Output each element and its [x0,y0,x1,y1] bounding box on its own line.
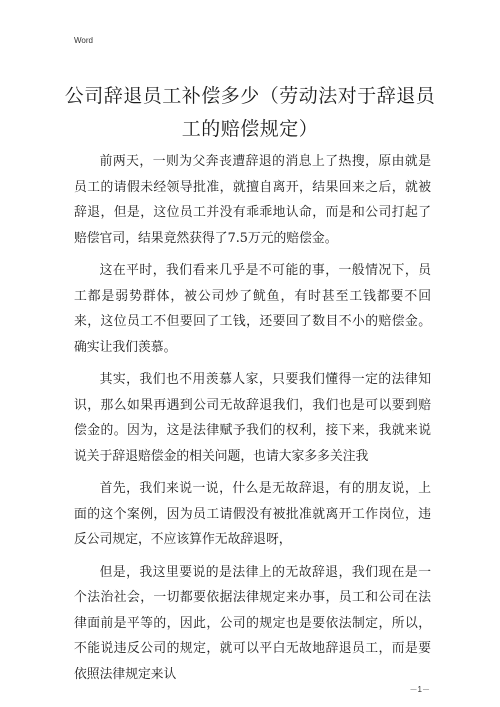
paragraph-1: 前两天，一则为父奔丧遭辞退的消息上了热搜，原由就是员工的请假未经领导批准，就擅自离开，结果回来之后，就被辞退，但是，这位员工并没有乖乖地认命，而是和公司打起了赔偿官司，结果竟然获得了7.5万元的赔偿金。 [74,154,431,246]
paragraph-3: 其实，我们也不用羡慕人家，只要我们懂得一定的法律知识，那么如果再遇到公司无故辞退我们，我们也是可以要到赔偿金的。因为，这是法律赋予我们的权利，接下来，我就来说说关于辞退赔偿金的相关问题，也请大家多多关注我 [74,372,431,464]
document-body [74,149,431,694]
page-number: －1－ [409,685,430,694]
paragraph-5: 但是，我这里要说的是法律上的无故辞退，我们现在是一个法治社会，一切都要依据法律规定来办事，员工和公司在法律面前是平等的，因此，公司的规定也是要依法制定，所以，不能说违反公司的规定，就可以平白无故地辞退员工，而是要依照法律规定来认 [74,564,431,682]
paragraph-4: 首先，我们来说一说，什么是无故辞退，有的朋友说，上面的这个案例，因为员工请假没有被批准就离开工作岗位，违反公司规定，不应该算作无故辞退呀， [74,481,431,547]
document-title: 公司辞退员工补偿多少（劳动法对于辞退员工的赔偿规定） [64,85,436,140]
paragraph-2: 这在平时，我们看来几乎是不可能的事，一般情况下，员工都是弱势群体，被公司炒了鱿鱼，有时甚至工钱都要不回来，这位员工不但要回了工钱，还要回了数目不小的赔偿金。确实让我们羡慕。 [74,263,431,355]
header-label: Word [74,36,93,45]
